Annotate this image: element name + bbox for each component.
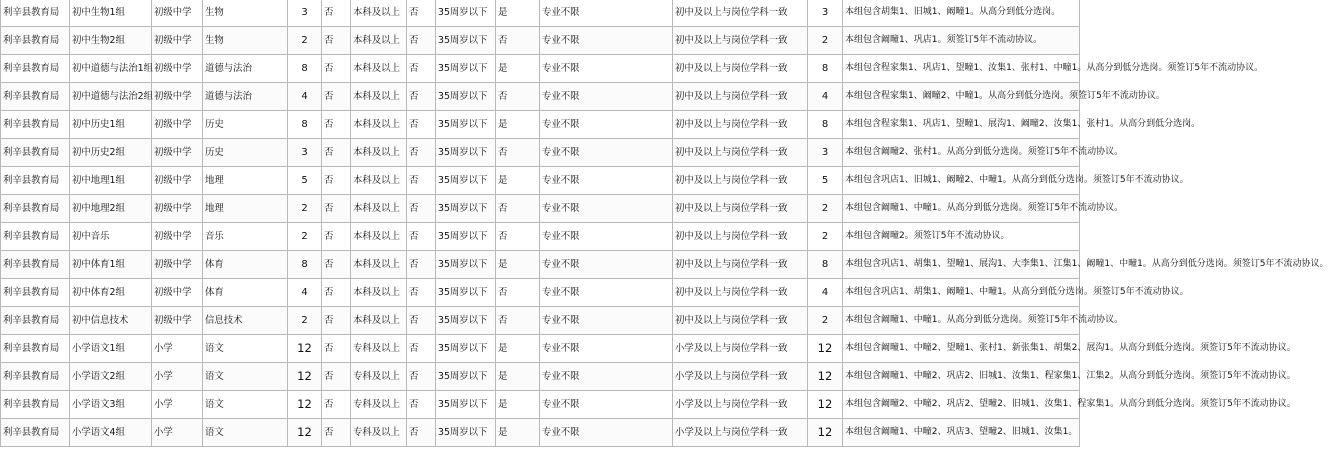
degree-cell: 否 (407, 363, 436, 391)
note-cell: 本组包含阚疃1、中疃2、巩店3、望疃2、旧城1、汝集1。 (843, 419, 1080, 447)
count-cell: 2 (288, 27, 322, 55)
dept-cell: 利辛县教育局 (1, 27, 70, 55)
education-cell: 专科及以上 (351, 419, 407, 447)
major-cell: 专业不限 (540, 27, 673, 55)
post-cell: 初中地理2组 (70, 195, 152, 223)
certificate-cell: 初中及以上与岗位学科一致 (673, 223, 808, 251)
subject-cell: 体育 (203, 251, 288, 279)
count-cell: 12 (288, 335, 322, 363)
col10-cell: 否 (496, 195, 540, 223)
col6-cell: 否 (322, 139, 351, 167)
subject-cell: 生物 (203, 27, 288, 55)
count-cell: 12 (288, 363, 322, 391)
level-cell: 初级中学 (152, 27, 203, 55)
education-cell: 本科及以上 (351, 55, 407, 83)
level-cell: 小学 (152, 419, 203, 447)
col10-cell: 是 (496, 391, 540, 419)
degree-cell: 否 (407, 279, 436, 307)
post-cell: 初中地理1组 (70, 167, 152, 195)
table-row (1, 279, 1080, 307)
certificate-cell: 小学及以上与岗位学科一致 (673, 391, 808, 419)
post-cell: 初中生物1组 (70, 0, 152, 27)
dept-cell: 利辛县教育局 (1, 83, 70, 111)
post-cell: 初中生物2组 (70, 27, 152, 55)
major-cell: 专业不限 (540, 83, 673, 111)
count2-cell: 4 (808, 279, 843, 307)
count2-cell: 12 (808, 335, 843, 363)
post-cell: 小学语文3组 (70, 391, 152, 419)
post-cell: 小学语文2组 (70, 363, 152, 391)
certificate-cell: 初中及以上与岗位学科一致 (673, 195, 808, 223)
col6-cell: 否 (322, 83, 351, 111)
dept-cell: 利辛县教育局 (1, 195, 70, 223)
col6-cell: 否 (322, 167, 351, 195)
table-row (1, 391, 1080, 419)
table-row (1, 307, 1080, 335)
level-cell: 小学 (152, 391, 203, 419)
education-cell: 本科及以上 (351, 195, 407, 223)
age-cell: 35周岁以下 (436, 195, 496, 223)
count-cell: 2 (288, 307, 322, 335)
note-cell: 本组包含阚疃1、中疃1。从高分到低分选岗。须签订5年不流动协议。 (843, 195, 1080, 223)
degree-cell: 否 (407, 55, 436, 83)
education-cell: 本科及以上 (351, 111, 407, 139)
major-cell: 专业不限 (540, 139, 673, 167)
col6-cell: 否 (322, 279, 351, 307)
note-cell: 本组包含程家集1、巩店1、望疃1、展沟1、阚疃2、汝集1、张村1。从高分到低分选岗。 (843, 111, 1080, 139)
degree-cell: 否 (407, 0, 436, 27)
note-cell: 本组包含巩店1、胡集1、望疃1、展沟1、大李集1、江集1、阚疃1、中疃1。从高分到低分选岗。须签订5年不流动协议。 (843, 251, 1080, 279)
subject-cell: 语文 (203, 391, 288, 419)
post-cell: 初中道德与法治1组 (70, 55, 152, 83)
count-cell: 8 (288, 55, 322, 83)
count2-cell: 4 (808, 83, 843, 111)
col6-cell: 否 (322, 391, 351, 419)
dept-cell: 利辛县教育局 (1, 167, 70, 195)
col10-cell: 是 (496, 167, 540, 195)
certificate-cell: 初中及以上与岗位学科一致 (673, 27, 808, 55)
major-cell: 专业不限 (540, 307, 673, 335)
certificate-cell: 初中及以上与岗位学科一致 (673, 55, 808, 83)
post-cell: 小学语文1组 (70, 335, 152, 363)
dept-cell: 利辛县教育局 (1, 0, 70, 27)
level-cell: 初级中学 (152, 279, 203, 307)
post-cell: 初中历史2组 (70, 139, 152, 167)
post-cell: 初中体育2组 (70, 279, 152, 307)
count2-cell: 2 (808, 27, 843, 55)
major-cell: 专业不限 (540, 0, 673, 27)
subject-cell: 体育 (203, 279, 288, 307)
post-cell: 初中音乐 (70, 223, 152, 251)
note-cell: 本组包含阚疃2。须签订5年不流动协议。 (843, 223, 1080, 251)
certificate-cell: 初中及以上与岗位学科一致 (673, 83, 808, 111)
age-cell: 35周岁以下 (436, 27, 496, 55)
col10-cell: 否 (496, 307, 540, 335)
note-cell: 本组包含阚疃2、张村1。从高分到低分选岗。须签订5年不流动协议。 (843, 139, 1080, 167)
degree-cell: 否 (407, 223, 436, 251)
age-cell: 35周岁以下 (436, 307, 496, 335)
major-cell: 专业不限 (540, 195, 673, 223)
col10-cell: 是 (496, 335, 540, 363)
education-cell: 本科及以上 (351, 27, 407, 55)
level-cell: 初级中学 (152, 307, 203, 335)
col6-cell: 否 (322, 335, 351, 363)
count2-cell: 2 (808, 223, 843, 251)
certificate-cell: 小学及以上与岗位学科一致 (673, 335, 808, 363)
table-row (1, 223, 1080, 251)
degree-cell: 否 (407, 139, 436, 167)
age-cell: 35周岁以下 (436, 139, 496, 167)
degree-cell: 否 (407, 195, 436, 223)
education-cell: 专科及以上 (351, 335, 407, 363)
dept-cell: 利辛县教育局 (1, 335, 70, 363)
post-cell: 初中历史1组 (70, 111, 152, 139)
age-cell: 35周岁以下 (436, 223, 496, 251)
certificate-cell: 初中及以上与岗位学科一致 (673, 139, 808, 167)
count2-cell: 2 (808, 307, 843, 335)
major-cell: 专业不限 (540, 223, 673, 251)
count2-cell: 8 (808, 111, 843, 139)
subject-cell: 历史 (203, 111, 288, 139)
table-row (1, 251, 1080, 279)
col10-cell: 是 (496, 419, 540, 447)
subject-cell: 历史 (203, 139, 288, 167)
table-row (1, 195, 1080, 223)
level-cell: 初级中学 (152, 83, 203, 111)
education-cell: 本科及以上 (351, 307, 407, 335)
subject-cell: 生物 (203, 0, 288, 27)
note-cell: 本组包含阚疃1、巩店1。须签订5年不流动协议。 (843, 27, 1080, 55)
col10-cell: 否 (496, 279, 540, 307)
dept-cell: 利辛县教育局 (1, 111, 70, 139)
certificate-cell: 初中及以上与岗位学科一致 (673, 279, 808, 307)
dept-cell: 利辛县教育局 (1, 419, 70, 447)
table-row (1, 111, 1080, 139)
table-body (1, 0, 1329, 447)
education-cell: 本科及以上 (351, 83, 407, 111)
table-row (1, 167, 1080, 195)
col10-cell: 否 (496, 83, 540, 111)
major-cell: 专业不限 (540, 167, 673, 195)
degree-cell: 否 (407, 307, 436, 335)
col10-cell: 是 (496, 0, 540, 27)
subject-cell: 地理 (203, 167, 288, 195)
major-cell: 专业不限 (540, 363, 673, 391)
certificate-cell: 初中及以上与岗位学科一致 (673, 167, 808, 195)
count-cell: 4 (288, 279, 322, 307)
dept-cell: 利辛县教育局 (1, 55, 70, 83)
table-row (1, 363, 1080, 391)
education-cell: 本科及以上 (351, 167, 407, 195)
note-cell: 本组包含阚疃1、中疃2、巩店2、旧城1、汝集1、程家集1、江集2。从高分到低分选岗。须签订5年不流动协议。 (843, 363, 1080, 391)
age-cell: 35周岁以下 (436, 251, 496, 279)
age-cell: 35周岁以下 (436, 83, 496, 111)
count-cell: 2 (288, 195, 322, 223)
count-cell: 8 (288, 111, 322, 139)
col6-cell: 否 (322, 111, 351, 139)
col6-cell: 否 (322, 419, 351, 447)
dept-cell: 利辛县教育局 (1, 363, 70, 391)
subject-cell: 语文 (203, 335, 288, 363)
level-cell: 初级中学 (152, 167, 203, 195)
col10-cell: 否 (496, 27, 540, 55)
certificate-cell: 小学及以上与岗位学科一致 (673, 363, 808, 391)
col6-cell: 否 (322, 251, 351, 279)
level-cell: 初级中学 (152, 251, 203, 279)
table-row (1, 0, 1080, 27)
major-cell: 专业不限 (540, 55, 673, 83)
col6-cell: 否 (322, 0, 351, 27)
col6-cell: 否 (322, 27, 351, 55)
subject-cell: 道德与法治 (203, 55, 288, 83)
table-row (1, 27, 1080, 55)
dept-cell: 利辛县教育局 (1, 391, 70, 419)
certificate-cell: 初中及以上与岗位学科一致 (673, 111, 808, 139)
level-cell: 初级中学 (152, 111, 203, 139)
post-cell: 初中道德与法治2组 (70, 83, 152, 111)
table-row (1, 83, 1080, 111)
education-cell: 本科及以上 (351, 251, 407, 279)
count2-cell: 3 (808, 139, 843, 167)
count-cell: 8 (288, 251, 322, 279)
col10-cell: 是 (496, 251, 540, 279)
degree-cell: 否 (407, 167, 436, 195)
education-cell: 本科及以上 (351, 139, 407, 167)
col6-cell: 否 (322, 195, 351, 223)
degree-cell: 否 (407, 391, 436, 419)
dept-cell: 利辛县教育局 (1, 279, 70, 307)
count2-cell: 8 (808, 251, 843, 279)
post-cell: 小学语文4组 (70, 419, 152, 447)
count2-cell: 12 (808, 363, 843, 391)
note-cell: 本组包含巩店1、胡集1、阚疃1、中疃1。从高分到低分选岗。须签订5年不流动协议。 (843, 279, 1080, 307)
subject-cell: 语文 (203, 419, 288, 447)
education-cell: 本科及以上 (351, 279, 407, 307)
col6-cell: 否 (322, 223, 351, 251)
major-cell: 专业不限 (540, 111, 673, 139)
note-cell: 本组包含阚疃1、中疃2、望疃1、张村1、新张集1、胡集2、展沟1。从高分到低分选岗。须签订5年不流动协议。 (843, 335, 1080, 363)
age-cell: 35周岁以下 (436, 167, 496, 195)
col10-cell: 是 (496, 55, 540, 83)
degree-cell: 否 (407, 111, 436, 139)
education-cell: 本科及以上 (351, 0, 407, 27)
dept-cell: 利辛县教育局 (1, 251, 70, 279)
count-cell: 4 (288, 83, 322, 111)
count2-cell: 12 (808, 391, 843, 419)
level-cell: 小学 (152, 335, 203, 363)
col10-cell: 是 (496, 111, 540, 139)
major-cell: 专业不限 (540, 419, 673, 447)
count-cell: 3 (288, 139, 322, 167)
subject-cell: 音乐 (203, 223, 288, 251)
col10-cell: 是 (496, 363, 540, 391)
note-cell: 本组包含程家集1、巩店1、望疃1、汝集1、张村1、中疃1。从高分到低分选岗。须签订5年不流动协议。 (843, 55, 1080, 83)
note-cell: 本组包含胡集1、旧城1、阚疃1。从高分到低分选岗。 (843, 0, 1080, 27)
dept-cell: 利辛县教育局 (1, 307, 70, 335)
level-cell: 初级中学 (152, 195, 203, 223)
subject-cell: 信息技术 (203, 307, 288, 335)
certificate-cell: 小学及以上与岗位学科一致 (673, 419, 808, 447)
certificate-cell: 初中及以上与岗位学科一致 (673, 307, 808, 335)
col6-cell: 否 (322, 55, 351, 83)
age-cell: 35周岁以下 (436, 363, 496, 391)
count2-cell: 2 (808, 195, 843, 223)
table-row (1, 55, 1080, 83)
major-cell: 专业不限 (540, 251, 673, 279)
count-cell: 3 (288, 0, 322, 27)
col10-cell: 否 (496, 139, 540, 167)
col6-cell: 否 (322, 363, 351, 391)
age-cell: 35周岁以下 (436, 111, 496, 139)
major-cell: 专业不限 (540, 335, 673, 363)
note-cell: 本组包含巩店1、旧城1、阚疃2、中疃1。从高分到低分选岗。须签订5年不流动协议。 (843, 167, 1080, 195)
level-cell: 初级中学 (152, 0, 203, 27)
age-cell: 35周岁以下 (436, 419, 496, 447)
table-row (1, 139, 1080, 167)
count-cell: 5 (288, 167, 322, 195)
age-cell: 35周岁以下 (436, 55, 496, 83)
age-cell: 35周岁以下 (436, 0, 496, 27)
education-cell: 专科及以上 (351, 391, 407, 419)
degree-cell: 否 (407, 251, 436, 279)
certificate-cell: 初中及以上与岗位学科一致 (673, 0, 808, 27)
col6-cell: 否 (322, 307, 351, 335)
dept-cell: 利辛县教育局 (1, 223, 70, 251)
degree-cell: 否 (407, 83, 436, 111)
education-cell: 本科及以上 (351, 223, 407, 251)
degree-cell: 否 (407, 419, 436, 447)
level-cell: 初级中学 (152, 139, 203, 167)
note-cell: 本组包含阚疃2、中疃2、巩店2、望疃2、旧城1、汝集1、程家集1。从高分到低分选岗。须签订5年不流动协议。 (843, 391, 1080, 419)
subject-cell: 语文 (203, 363, 288, 391)
table-row (1, 419, 1080, 447)
subject-cell: 道德与法治 (203, 83, 288, 111)
dept-cell: 利辛县教育局 (1, 139, 70, 167)
degree-cell: 否 (407, 335, 436, 363)
count2-cell: 8 (808, 55, 843, 83)
level-cell: 初级中学 (152, 223, 203, 251)
major-cell: 专业不限 (540, 279, 673, 307)
certificate-cell: 初中及以上与岗位学科一致 (673, 251, 808, 279)
education-cell: 专科及以上 (351, 363, 407, 391)
post-cell: 初中信息技术 (70, 307, 152, 335)
level-cell: 初级中学 (152, 55, 203, 83)
note-cell: 本组包含阚疃1、中疃1。从高分到低分选岗。须签订5年不流动协议。 (843, 307, 1080, 335)
table-row (1, 335, 1080, 363)
count2-cell: 5 (808, 167, 843, 195)
count2-cell: 3 (808, 0, 843, 27)
col10-cell: 否 (496, 223, 540, 251)
level-cell: 小学 (152, 363, 203, 391)
degree-cell: 否 (407, 27, 436, 55)
note-cell: 本组包含程家集1、阚疃2、中疃1。从高分到低分选岗。须签订5年不流动协议。 (843, 83, 1080, 111)
count-cell: 12 (288, 419, 322, 447)
count-cell: 12 (288, 391, 322, 419)
major-cell: 专业不限 (540, 391, 673, 419)
age-cell: 35周岁以下 (436, 391, 496, 419)
post-cell: 初中体育1组 (70, 251, 152, 279)
count2-cell: 12 (808, 419, 843, 447)
subject-cell: 地理 (203, 195, 288, 223)
count-cell: 2 (288, 223, 322, 251)
age-cell: 35周岁以下 (436, 335, 496, 363)
age-cell: 35周岁以下 (436, 279, 496, 307)
